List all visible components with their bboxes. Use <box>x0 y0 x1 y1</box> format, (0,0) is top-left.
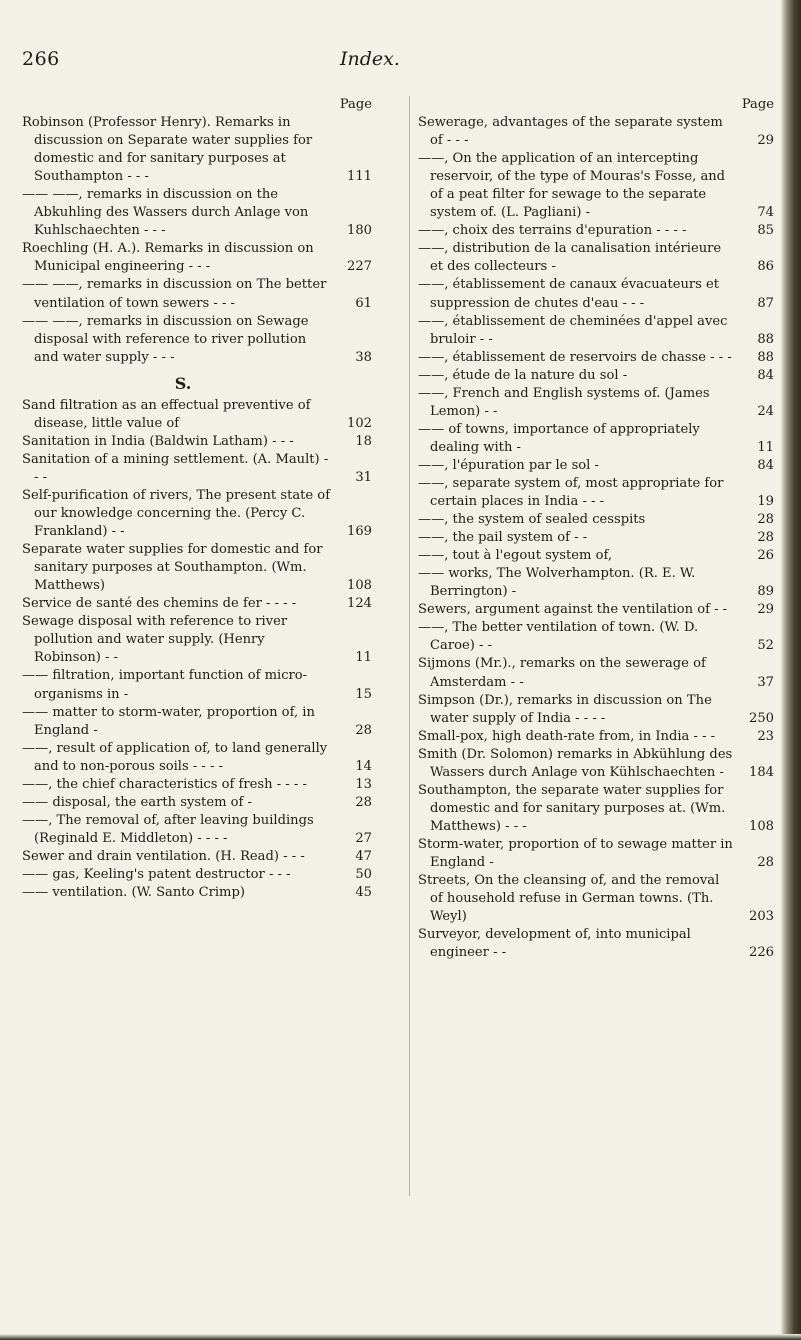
index-entry-page: 15 <box>355 686 372 702</box>
index-entry-text: Sanitation in India (Baldwin Latham) - - - <box>22 433 294 449</box>
index-entry-page: 28 <box>355 794 372 810</box>
index-entry <box>418 746 774 782</box>
index-entry <box>418 872 774 926</box>
index-entry-text: ——, result of application of, to land generally and to non-porous soils - - - - <box>22 740 328 774</box>
index-entry-page: 86 <box>757 259 774 275</box>
index-entry-text: ——, tout à l'egout system of, <box>418 548 612 564</box>
index-entry <box>418 222 774 240</box>
index-entry <box>22 240 372 276</box>
index-entry <box>22 276 372 312</box>
index-entry <box>418 385 774 421</box>
index-entry <box>22 487 372 541</box>
index-entry <box>418 655 774 691</box>
index-entry-page: 28 <box>757 530 774 546</box>
index-entry-page: 26 <box>757 548 774 564</box>
index-entry-page: 11 <box>355 650 372 666</box>
index-entry <box>418 782 774 836</box>
index-entry-page: 102 <box>347 415 372 431</box>
index-entry-text: ——, the chief characteristics of fresh - - - - <box>22 776 307 792</box>
index-entry-page: 28 <box>355 722 372 738</box>
index-entry-text: —— ——, remarks in discussion on The better ventilation of town sewers - - - <box>22 277 327 311</box>
index-entry-page: 52 <box>757 638 774 654</box>
index-entry-text: ——, choix des terrains d'epuration - - - - <box>418 223 687 239</box>
index-entry <box>418 836 774 872</box>
index-entry <box>418 421 774 457</box>
index-entry-page: 28 <box>757 512 774 528</box>
index-entry-page: 18 <box>355 433 372 449</box>
index-entry-text: —— gas, Keeling's patent destructor - - - <box>22 866 291 882</box>
index-entry-page: 85 <box>757 223 774 239</box>
index-entry-page: 169 <box>347 524 372 540</box>
index-entry-text: ——, étude de la nature du sol - <box>418 367 628 383</box>
index-entry <box>22 313 372 367</box>
index-entry <box>22 812 372 848</box>
index-entry-page: 29 <box>757 133 774 149</box>
index-entry-page: 124 <box>347 596 372 612</box>
index-entry-page: 27 <box>355 830 372 846</box>
index-entry <box>22 541 372 595</box>
index-entry-text: Streets, On the cleansing of, and the removal of household refuse in German towns. (Th. Weyl) <box>418 873 720 925</box>
index-entry <box>22 740 372 776</box>
index-entry <box>22 866 372 884</box>
index-entry-text: Smith (Dr. Solomon) remarks in Abkühlung des Wassers durch Anlage von Kühlschaechten - <box>418 746 733 780</box>
index-entry-text: ——, établissement de reservoirs de chasse - - - <box>418 349 732 365</box>
column-divider <box>409 96 410 1196</box>
index-entry <box>418 457 774 475</box>
index-entry <box>418 475 774 511</box>
index-entry <box>418 276 774 312</box>
index-entry <box>22 848 372 866</box>
index-entry-page: 111 <box>347 169 372 185</box>
index-entry-page: 203 <box>749 909 774 925</box>
index-entry-page: 108 <box>749 818 774 834</box>
index-entry-page: 47 <box>355 848 372 864</box>
index-entry-page: 50 <box>355 866 372 882</box>
index-entry-text: Sewer and drain ventilation. (H. Read) - - - <box>22 848 305 864</box>
index-entry-text: Sanitation of a mining settlement. (A. Mault) - - - <box>22 451 329 485</box>
running-title: Index. <box>340 48 400 70</box>
index-entry <box>22 397 372 433</box>
index-entry <box>418 349 774 367</box>
index-entry <box>22 884 372 902</box>
bottom-edge-shadow <box>0 1334 801 1340</box>
index-entry <box>22 667 372 703</box>
index-entry <box>22 794 372 812</box>
index-entry-page: 184 <box>749 764 774 780</box>
index-entry <box>22 704 372 740</box>
index-entry-text: Small-pox, high death-rate from, in India - - - <box>418 728 716 744</box>
index-entry-text: Service de santé des chemins de fer - - - - <box>22 596 297 612</box>
index-entry-page: 88 <box>757 349 774 365</box>
index-entry-text: Simpson (Dr.), remarks in discussion on The water supply of India - - - - <box>418 692 712 726</box>
index-entry-text: Roechling (H. A.). Remarks in discussion on Municipal engineering - - - <box>22 241 314 275</box>
index-entry-page: 13 <box>355 776 372 792</box>
index-entry <box>418 114 774 150</box>
index-entry <box>418 150 774 222</box>
section-letter: S. <box>174 373 192 393</box>
index-entry-page: 29 <box>757 602 774 618</box>
index-entry-page: 14 <box>355 758 372 774</box>
index-entry-text: ——, distribution de la canalisation intérieure et des collecteurs - <box>418 241 722 275</box>
index-entry-text: Sewerage, advantages of the separate system of - - - <box>418 115 723 149</box>
index-entry-text: —— matter to storm-water, proportion of, in England - <box>22 704 315 738</box>
index-entry <box>418 619 774 655</box>
index-entry-page: 31 <box>355 469 372 485</box>
index-entry-page: 84 <box>757 367 774 383</box>
index-entry-text: ——, établissement de canaux évacuateurs et suppression de chutes d'eau - - - <box>418 277 720 311</box>
index-entry <box>418 547 774 565</box>
index-entry-page: 89 <box>757 584 774 600</box>
index-entry-page: 45 <box>355 885 372 901</box>
right-index-column <box>418 96 774 962</box>
index-entry-text: —— works, The Wolverhampton. (R. E. W. Berrington) - <box>418 566 696 600</box>
index-entry-page: 226 <box>749 945 774 961</box>
index-entry-page: 227 <box>347 259 372 275</box>
index-entry <box>22 613 372 667</box>
page-edge-shadow <box>781 0 801 1340</box>
index-entry-text: ——, établissement de cheminées d'appel avec bruloir - - <box>418 313 728 347</box>
page-number: 266 <box>22 48 60 70</box>
index-entry-text: Storm-water, proportion of to sewage matter in England - <box>418 836 733 870</box>
index-entry <box>22 114 372 186</box>
index-entry-text: —— ——, remarks in discussion on the Abkuhling des Wassers durch Anlage von Kuhlschaechten - - - <box>22 187 309 239</box>
index-entry <box>418 601 774 619</box>
index-entry-page: 88 <box>757 331 774 347</box>
index-entry <box>418 240 774 276</box>
index-entry-page: 28 <box>757 854 774 870</box>
index-entry <box>22 451 372 487</box>
index-entry-page: 84 <box>757 457 774 473</box>
index-entry-page: 74 <box>757 205 774 221</box>
page-header <box>0 48 780 76</box>
index-entry <box>418 926 774 962</box>
index-entry <box>22 433 372 451</box>
page-column-label: Page <box>741 97 774 112</box>
index-entry-text: Southampton, the separate water supplies for domestic and for sanitary purposes at. (Wm. Matthews) - - - <box>418 782 726 834</box>
index-entry-page: 24 <box>757 403 774 419</box>
index-entry <box>22 776 372 794</box>
index-entry-page: 19 <box>757 494 774 510</box>
index-entry-text: Self-purification of rivers, The present state of our knowledge concerning the. (Percy C. Frankland) - - <box>22 487 331 540</box>
index-entry-text: Sewers, argument against the ventilation of - - <box>418 602 728 618</box>
index-entry-page: 250 <box>749 710 774 726</box>
index-entry <box>418 367 774 385</box>
index-entry <box>418 565 774 601</box>
index-entry-text: ——, the system of sealed cesspits <box>418 512 646 528</box>
index-entry-text: Separate water supplies for domestic and for sanitary purposes at Southampton. (Wm. Matthews) <box>22 542 323 594</box>
index-entry-text: —— of towns, importance of appropriately dealing with - <box>418 421 700 455</box>
index-entry-page: 38 <box>355 349 372 365</box>
page-column-label: Page <box>339 97 372 112</box>
index-entry-page: 180 <box>347 223 372 239</box>
index-entry-text: Sijmons (Mr.)., remarks on the sewerage of Amsterdam - - <box>418 656 706 690</box>
index-entry-text: —— ventilation. (W. Santo Crimp) <box>22 885 245 901</box>
index-entry-text: Sewage disposal with reference to river pollution and water supply. (Henry Robinson) - - <box>22 614 288 666</box>
index-entry <box>418 511 774 529</box>
index-entry-text: ——, The removal of, after leaving buildings (Reginald E. Middleton) - - - - <box>22 812 314 846</box>
index-entry-text: ——, the pail system of - - <box>418 530 588 546</box>
index-entry <box>418 313 774 349</box>
index-entry-text: ——, separate system of, most appropriate for certain places in India - - - <box>418 475 724 510</box>
index-entry <box>418 692 774 728</box>
index-entry-text: Surveyor, development of, into municipal engineer - - <box>418 927 691 961</box>
index-entry-text: Robinson (Professor Henry). Remarks in discussion on Separate water supplies for domestic and for sanitary purposes at Southampton - - - <box>22 115 313 185</box>
index-entry <box>418 529 774 547</box>
index-entry-text: —— filtration, important function of micro-organisms in - <box>22 668 308 702</box>
index-entry-page: 37 <box>757 674 774 690</box>
index-entry-page: 108 <box>347 578 372 594</box>
index-entry-text: —— ——, remarks in discussion on Sewage disposal with reference to river pollution and water supply - - - <box>22 313 309 365</box>
index-entry-text: —— disposal, the earth system of - <box>22 794 252 810</box>
index-entry-page: 11 <box>757 439 774 455</box>
index-entry <box>22 186 372 240</box>
index-entry-text: ——, The better ventilation of town. (W. D. Caroe) - - <box>418 620 699 654</box>
index-entry-page: 61 <box>355 295 372 311</box>
index-entry-text: ——, l'épuration par le sol - <box>418 457 599 473</box>
left-index-column <box>22 96 372 902</box>
index-entry <box>22 595 372 613</box>
index-entry-page: 87 <box>757 295 774 311</box>
index-entry-text: Sand filtration as an effectual preventive of disease, little value of <box>22 397 311 431</box>
index-entry <box>418 728 774 746</box>
index-entry-page: 23 <box>757 728 774 744</box>
index-entry-text: ——, French and English systems of. (James Lemon) - - <box>418 385 710 419</box>
index-entry-text: ——, On the application of an intercepting reservoir, of the type of Mouras's Fosse, and of a peat filter for sewage to the separate system of. (L. Pagliani) - <box>418 151 726 221</box>
